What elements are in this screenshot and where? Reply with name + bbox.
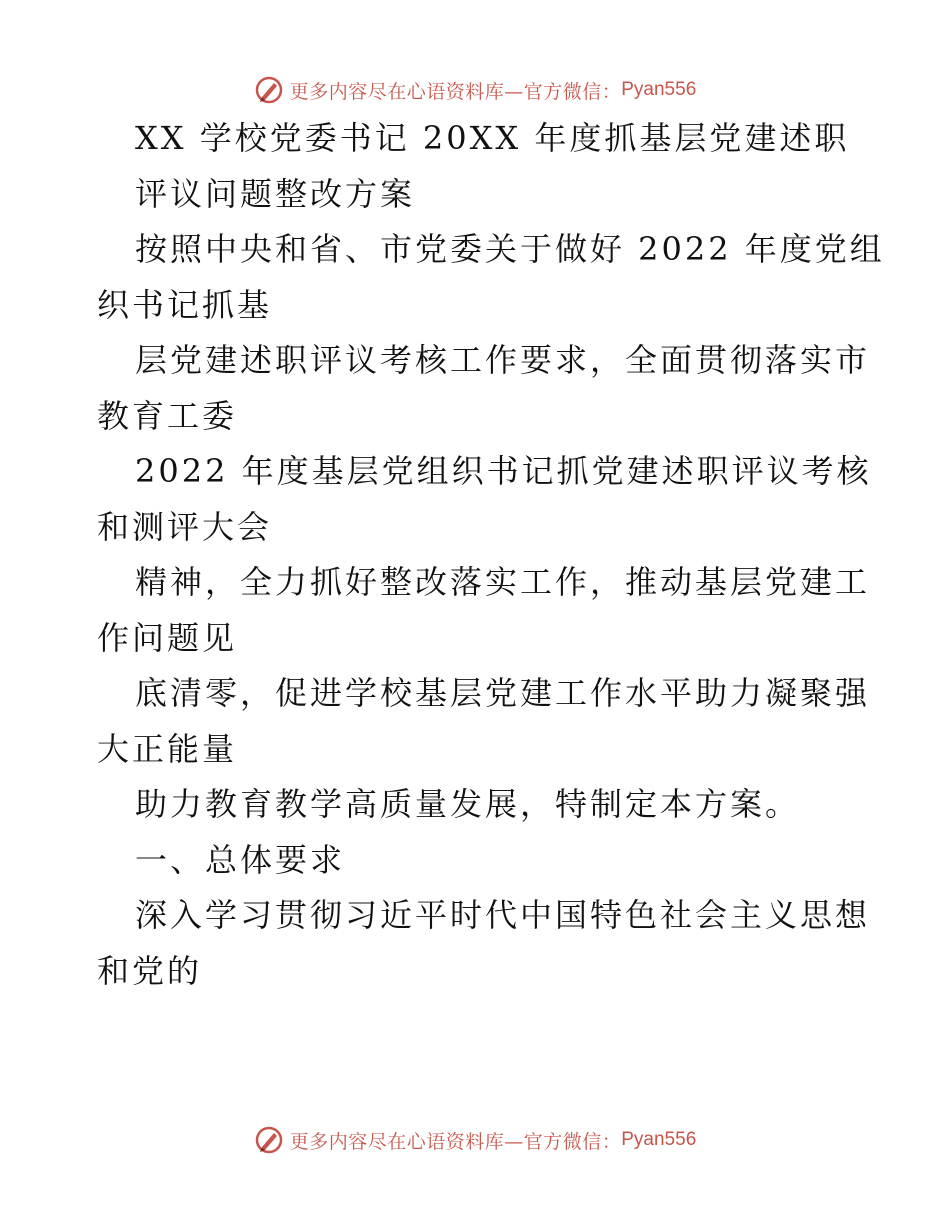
paragraph-line: 和测评大会 bbox=[97, 507, 273, 546]
paragraph-line: 教育工委 bbox=[97, 396, 238, 435]
paragraph-line: 精神，全力抓好整改落实工作，推动基层党建工 bbox=[135, 563, 871, 601]
footer-banner bbox=[0, 1120, 950, 1160]
document-body bbox=[97, 119, 885, 1010]
title-line-1: XX 学校党委书记 20XX 年度抓基层党建述职 bbox=[135, 119, 850, 157]
section-heading: 一、总体要求 bbox=[135, 840, 346, 879]
banner-text: 更多内容尽在心语资料库—官方微信： bbox=[289, 1130, 622, 1153]
header-banner bbox=[0, 70, 950, 110]
banner-text: 更多内容尽在心语资料库—官方微信： bbox=[289, 80, 622, 103]
pen-logo-icon bbox=[254, 1125, 284, 1155]
paragraph-line: 大正能量 bbox=[97, 729, 238, 768]
paragraph-line: 深入学习贯彻习近平时代中国特色社会主义思想 bbox=[135, 896, 871, 934]
paragraph-line: 2022 年度基层党组织书记抓党建述职评议考核 bbox=[135, 452, 872, 490]
paragraph-line: 和党的 bbox=[97, 951, 203, 990]
title-line-2: 评议问题整改方案 bbox=[135, 174, 416, 213]
banner-wechat-id: Pyan556 bbox=[621, 1129, 697, 1150]
paragraph-line: 织书记抓基 bbox=[97, 285, 273, 324]
paragraph-line: 按照中央和省、市党委关于做好 2022 年度党组 bbox=[135, 230, 885, 268]
pen-logo-icon bbox=[254, 75, 284, 105]
banner-wechat-id: Pyan556 bbox=[621, 79, 697, 100]
paragraph-line: 助力教育教学高质量发展，特制定本方案。 bbox=[135, 785, 801, 823]
paragraph-line: 层党建述职评议考核工作要求，全面贯彻落实市 bbox=[135, 341, 871, 379]
paragraph-line: 底清零，促进学校基层党建工作水平助力凝聚强 bbox=[135, 674, 871, 712]
paragraph-line: 作问题见 bbox=[97, 618, 238, 657]
